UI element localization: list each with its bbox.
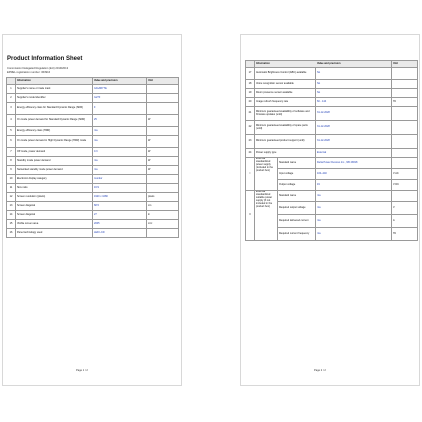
header-unit: Unit — [147, 78, 179, 85]
row-unit: W — [147, 157, 179, 166]
page-footer: Page 2 / 2 — [314, 369, 326, 372]
row-unit — [392, 158, 418, 169]
row-information: Image refresh frequency rate — [255, 98, 316, 107]
row-value: 31-12-2028 — [316, 121, 392, 135]
row-unit — [392, 107, 418, 121]
row-number: 6 — [7, 136, 16, 148]
table-row — [7, 136, 179, 148]
table-row — [246, 191, 418, 202]
row-information: Visible screen area — [16, 220, 93, 229]
row-value: n/a — [316, 202, 392, 215]
group-number: I — [246, 158, 255, 191]
row-information: Input voltage — [278, 169, 316, 180]
row-value: monitor — [93, 175, 147, 184]
row-number: 12 — [7, 193, 16, 202]
regulation-text: Commission Delegated Regulation (EU) 2019/2013 — [7, 67, 69, 70]
row-value: 25 — [93, 115, 147, 127]
row-unit — [147, 184, 179, 193]
row-number: 10 — [7, 175, 16, 184]
row-information: Screen resolution (pixels) — [16, 193, 93, 202]
row-information: Power supply type — [255, 149, 316, 158]
row-unit — [147, 85, 179, 94]
row-number: 5 — [7, 127, 16, 136]
table-row — [246, 121, 418, 135]
table-row — [7, 166, 179, 175]
table-row — [7, 103, 179, 115]
row-unit: Hz — [392, 228, 418, 241]
row-information: Minimum guaranteed availability of spare parts (until) — [255, 121, 316, 135]
row-value: F — [93, 103, 147, 115]
page-1 — [2, 34, 182, 386]
table-row — [246, 158, 418, 169]
row-value: 19 — [316, 180, 392, 191]
row-number: 21 — [246, 107, 255, 121]
row-number: 3 — [7, 103, 16, 115]
row-information: Required current frequency — [278, 228, 316, 241]
table-body — [7, 85, 179, 238]
row-unit: W — [147, 148, 179, 157]
header-no — [246, 61, 255, 68]
row-number: 2 — [7, 94, 16, 103]
row-information: Room presence sensor available — [255, 89, 316, 98]
group-label: External standardized power supply (included in the product box) — [255, 158, 278, 191]
row-information: On mode power demand for Standard Dynamic Range (SDR) — [16, 115, 93, 127]
row-value: LED LCD — [93, 229, 147, 238]
row-value: n/a — [93, 166, 147, 175]
table-row — [7, 157, 179, 166]
row-number: 19 — [246, 89, 255, 98]
group-label: External standardized suitable power supply (if not included in the product box) — [255, 191, 278, 241]
info-table-2 — [245, 60, 418, 241]
row-unit — [147, 103, 179, 115]
table-row — [7, 94, 179, 103]
page-2 — [240, 34, 420, 386]
row-value: G27F — [93, 94, 147, 103]
row-information: Networked standby mode power demand — [16, 166, 93, 175]
row-value: n/a — [316, 191, 392, 202]
row-value: 60 - 144 — [316, 98, 392, 107]
row-unit — [392, 135, 418, 149]
row-value: 27 — [93, 211, 147, 220]
header-information: Information — [256, 61, 270, 65]
row-number: 9 — [7, 166, 16, 175]
row-value: n/a — [93, 127, 147, 136]
row-number: 16 — [7, 229, 16, 238]
header-unit: Unit — [392, 61, 418, 68]
row-number: 8 — [7, 157, 16, 166]
row-information: Supplier's name or trade mark — [16, 85, 93, 94]
row-number: 17 — [246, 68, 255, 80]
table-row — [7, 202, 179, 211]
table-row — [246, 89, 418, 98]
row-value: n/a — [316, 228, 392, 241]
table-body — [246, 68, 418, 241]
row-unit — [392, 149, 418, 158]
header-information: Information — [16, 78, 93, 85]
table-row — [7, 85, 179, 94]
row-unit: V — [392, 202, 418, 215]
group-number: II — [246, 191, 255, 241]
sheet-title: Product Information Sheet — [7, 56, 83, 62]
row-unit: pixels — [147, 193, 179, 202]
row-information: Screen diagonal — [16, 211, 93, 220]
row-value: 16:9 — [93, 184, 147, 193]
row-value: 31-12-2028 — [316, 107, 392, 121]
row-information: Off mode, power demand — [16, 148, 93, 157]
table-row — [7, 229, 179, 238]
row-value: 2005 — [93, 220, 147, 229]
row-unit: W — [147, 166, 179, 175]
row-unit — [392, 191, 418, 202]
row-unit — [147, 94, 179, 103]
row-number: 18 — [246, 80, 255, 89]
info-table-1 — [6, 77, 179, 238]
row-number: 11 — [7, 184, 16, 193]
row-number: 24 — [246, 149, 255, 158]
row-value: 1920 x 1080 — [93, 193, 147, 202]
row-value: No — [316, 89, 392, 98]
row-unit: Hz — [392, 98, 418, 107]
row-unit: cm — [147, 202, 179, 211]
row-information: Energy efficiency class (HDR) — [16, 127, 93, 136]
table-row — [7, 127, 179, 136]
row-information: Required output voltage — [278, 202, 316, 215]
row-information: On mode power demand in High Dynamic Range (HDR) mode — [16, 136, 93, 148]
row-information: Automatic Brightness Control (ABC) available — [255, 68, 316, 80]
header-value: Value and precision — [93, 78, 147, 85]
row-unit — [147, 175, 179, 184]
row-value: 100~240 — [316, 169, 392, 180]
row-unit: cm² — [147, 220, 179, 229]
table-row — [7, 184, 179, 193]
row-value: n/a — [93, 136, 147, 148]
row-unit — [392, 68, 418, 80]
table-row — [246, 135, 418, 149]
header-value: Value and precision — [317, 61, 341, 65]
row-unit — [392, 121, 418, 135]
row-number: 7 — [7, 148, 16, 157]
table-row — [246, 107, 418, 121]
row-unit: V DC — [392, 180, 418, 191]
row-information: Electronic display category — [16, 175, 93, 184]
row-unit — [392, 89, 418, 98]
row-information: Minimum guaranteed availability of software and firmware updates (until) — [255, 107, 316, 121]
table-row — [7, 115, 179, 127]
row-information: Screen diagonal — [16, 202, 93, 211]
row-value: GIGABYTE — [93, 85, 147, 94]
row-value: n/a — [316, 215, 392, 228]
row-unit: in — [147, 211, 179, 220]
row-unit — [147, 127, 179, 136]
row-value: 68.5 — [93, 202, 147, 211]
row-information: Output voltage — [278, 180, 316, 191]
row-information: Supplier's model identifier — [16, 94, 93, 103]
row-information: Panel technology used — [16, 229, 93, 238]
header-information-value — [255, 61, 392, 68]
table-row — [7, 148, 179, 157]
row-value: No — [316, 68, 392, 80]
row-value: 31-12-2028 — [316, 135, 392, 149]
row-unit: W — [147, 115, 179, 127]
row-information: Standard name — [278, 191, 316, 202]
row-unit — [392, 80, 418, 89]
row-number: 20 — [246, 98, 255, 107]
row-number: 23 — [246, 135, 255, 149]
row-information: Minimum guaranteed product support (until) — [255, 135, 316, 149]
row-information: Voice recognition sensor available — [255, 80, 316, 89]
row-number: 4 — [7, 115, 16, 127]
row-value: n/a — [93, 157, 147, 166]
table-row — [246, 149, 418, 158]
table-row — [7, 175, 179, 184]
header-no — [7, 78, 16, 85]
table-row — [246, 98, 418, 107]
table-row — [246, 68, 418, 80]
table-row — [7, 211, 179, 220]
table-row — [7, 193, 179, 202]
row-number: 22 — [246, 121, 255, 135]
row-unit: W — [147, 136, 179, 148]
row-unit: V AC — [392, 169, 418, 180]
row-information: Standard name — [278, 158, 316, 169]
row-value: 0.3 — [93, 148, 147, 157]
row-value: No — [316, 80, 392, 89]
row-information: Standby mode power demand — [16, 157, 93, 166]
row-information: Energy efficiency class for Standard Dynamic Range (SDR) — [16, 103, 93, 115]
row-number: 14 — [7, 211, 16, 220]
eprel-text: EPREL registration number: 363916 — [7, 70, 51, 74]
row-unit: A — [392, 215, 418, 228]
row-information: Required delivered current — [278, 215, 316, 228]
row-number: 13 — [7, 202, 16, 211]
table-row — [246, 80, 418, 89]
row-information: Size ratio — [16, 184, 93, 193]
row-number: 1 — [7, 85, 16, 94]
page-footer: Page 1 / 2 — [76, 369, 88, 372]
table-row — [7, 220, 179, 229]
row-number: 15 — [7, 220, 16, 229]
row-unit — [147, 229, 179, 238]
row-value: Delta Power Devices Inc., NB 43818 — [316, 158, 392, 169]
row-value: External — [316, 149, 392, 158]
